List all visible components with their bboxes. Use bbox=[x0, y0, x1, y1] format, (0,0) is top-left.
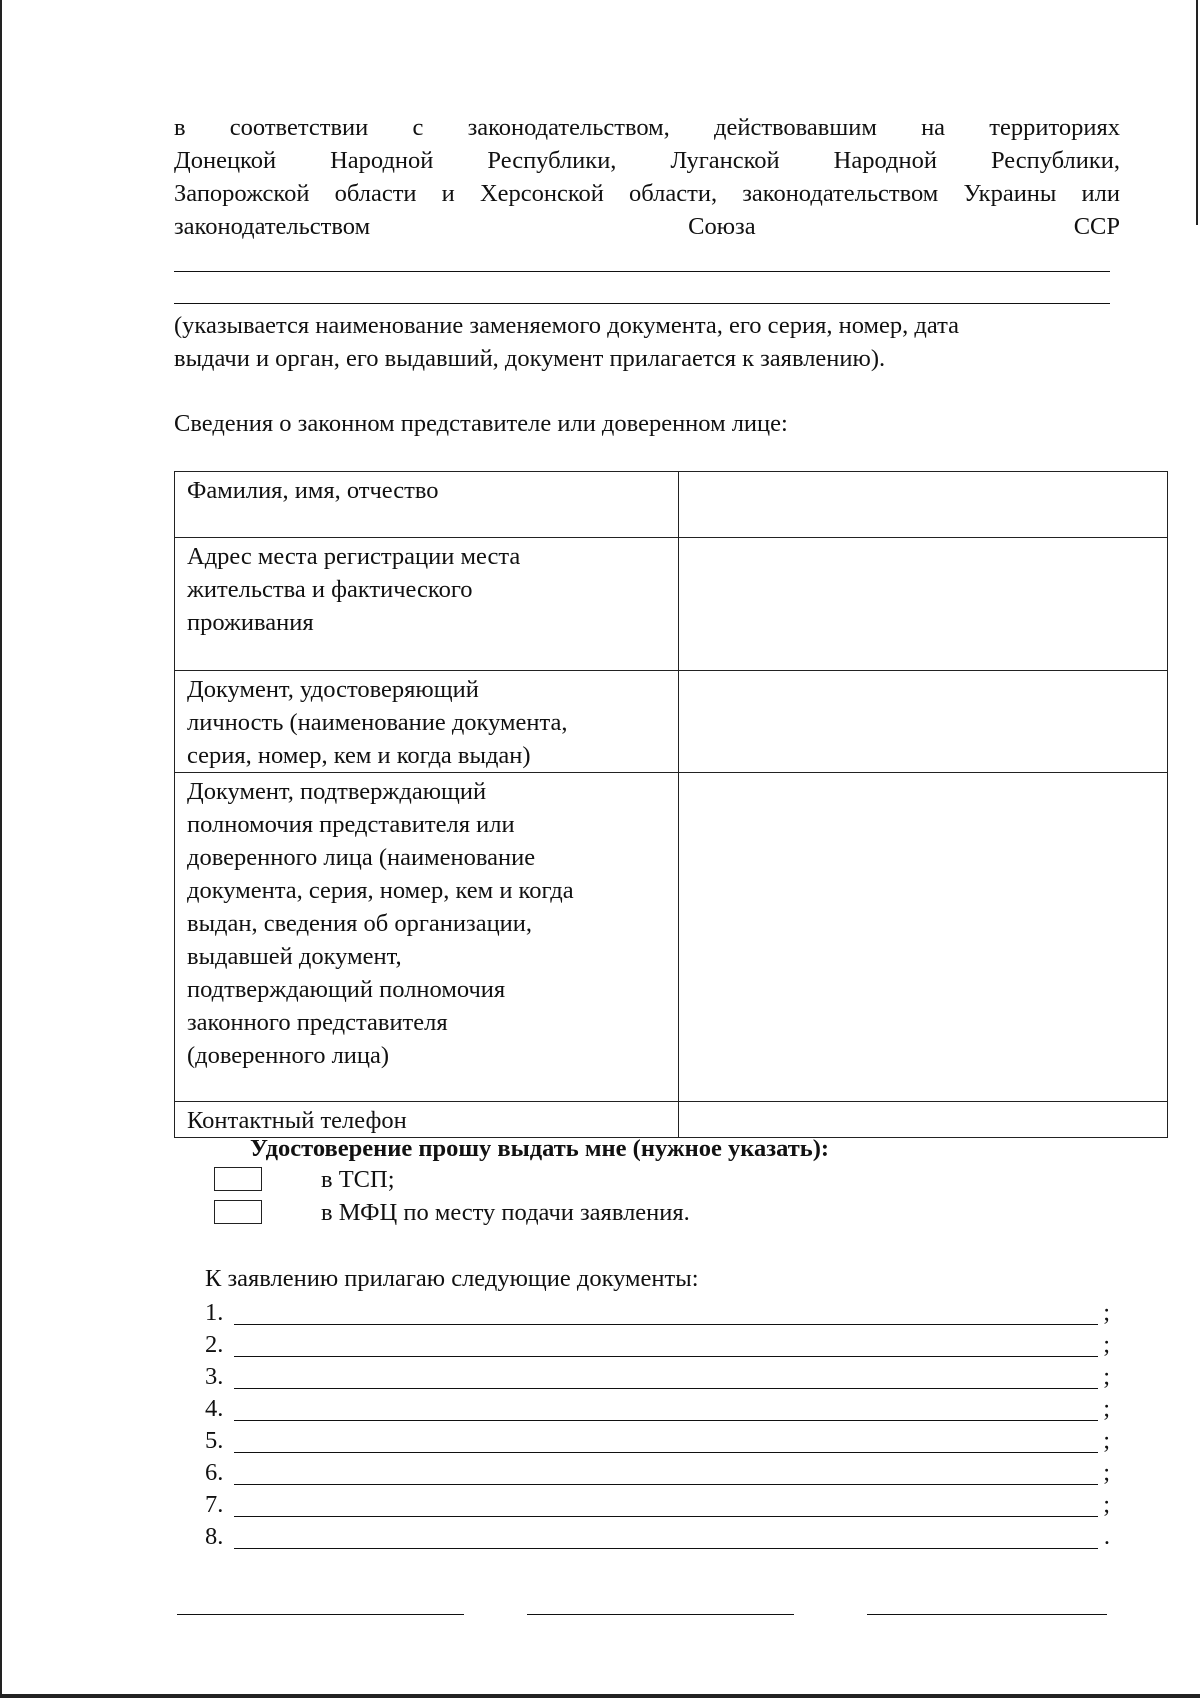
table-row bbox=[175, 472, 1168, 538]
attachment-number: 6. bbox=[205, 1459, 224, 1486]
attachment-end-mark: ; bbox=[1103, 1491, 1110, 1518]
document-note bbox=[174, 309, 1134, 375]
document-fill-line-2[interactable] bbox=[174, 303, 1110, 304]
label-line: проживания bbox=[187, 609, 314, 636]
row-value-address[interactable] bbox=[679, 538, 1168, 671]
attachment-row[interactable] bbox=[205, 1393, 1110, 1425]
attachment-fill-line[interactable] bbox=[234, 1484, 1098, 1485]
table-row bbox=[175, 538, 1168, 671]
attachment-row[interactable] bbox=[205, 1521, 1110, 1553]
attachment-fill-line[interactable] bbox=[234, 1420, 1098, 1421]
attachment-fill-line[interactable] bbox=[234, 1356, 1098, 1357]
label-line: (доверенного лица) bbox=[187, 1042, 390, 1069]
intro-paragraph bbox=[174, 111, 1120, 243]
label-line: законного представителя bbox=[187, 1009, 448, 1036]
attachment-end-mark: ; bbox=[1103, 1459, 1110, 1486]
signature-line-3[interactable] bbox=[867, 1614, 1107, 1615]
attachment-row[interactable] bbox=[205, 1425, 1110, 1457]
attachment-number: 2. bbox=[205, 1331, 224, 1358]
label-line: Документ, подтверждающий bbox=[187, 778, 487, 805]
representative-table bbox=[174, 471, 1168, 1138]
attachment-row[interactable] bbox=[205, 1329, 1110, 1361]
attachment-number: 4. bbox=[205, 1395, 224, 1422]
intro-line: в соответствии с законодательством, действовавшим на территориях bbox=[174, 114, 1120, 141]
attachment-number: 8. bbox=[205, 1523, 224, 1550]
attachment-fill-line[interactable] bbox=[234, 1324, 1098, 1325]
intro-line: Донецкой Народной Республики, Луганской Народной Республики, bbox=[174, 147, 1120, 174]
intro-line: Запорожской области и Херсонской области, законодательством Украины или bbox=[174, 180, 1120, 207]
table-row bbox=[175, 671, 1168, 773]
attachment-fill-line[interactable] bbox=[234, 1516, 1098, 1517]
label-line: выдавшей документ, bbox=[187, 943, 402, 970]
label-line: документа, серия, номер, кем и когда bbox=[187, 877, 574, 904]
label-line: Документ, удостоверяющий bbox=[187, 676, 479, 703]
attachment-fill-line[interactable] bbox=[234, 1452, 1098, 1453]
label-line: Контактный телефон bbox=[187, 1107, 407, 1134]
option-label-tsp: в ТСП; bbox=[321, 1166, 395, 1193]
label-line: Адрес места регистрации места bbox=[187, 543, 521, 570]
label-line: жительства и фактического bbox=[187, 576, 473, 603]
label-line: выдан, сведения об организации, bbox=[187, 910, 533, 937]
note-line: (указывается наименование заменяемого документа, его серия, номер, дата bbox=[174, 312, 959, 339]
issue-method-title: Удостоверение прошу выдать мне (нужное указать): bbox=[250, 1135, 830, 1162]
attachment-number: 3. bbox=[205, 1363, 224, 1390]
attachment-row[interactable] bbox=[205, 1361, 1110, 1393]
scan-edge-bottom bbox=[0, 1694, 1200, 1698]
attachment-number: 7. bbox=[205, 1491, 224, 1518]
attachment-end-mark: ; bbox=[1103, 1299, 1110, 1326]
option-label-mfc: в МФЦ по месту подачи заявления. bbox=[321, 1199, 690, 1226]
label-line: полномочия представителя или bbox=[187, 811, 515, 838]
document-fill-line-1[interactable] bbox=[174, 271, 1110, 272]
attachment-end-mark: ; bbox=[1103, 1363, 1110, 1390]
label-line: Фамилия, имя, отчество bbox=[187, 477, 439, 504]
scan-edge-right bbox=[1196, 0, 1198, 225]
label-line: серия, номер, кем и когда выдан) bbox=[187, 742, 531, 769]
table-row bbox=[175, 773, 1168, 1102]
row-label-address bbox=[175, 538, 679, 671]
row-label-authority-document bbox=[175, 773, 679, 1102]
intro-line: законодательством Союза ССР bbox=[174, 213, 1120, 240]
attachment-row[interactable] bbox=[205, 1297, 1110, 1329]
row-value-identity-document[interactable] bbox=[679, 671, 1168, 773]
attachment-fill-line[interactable] bbox=[234, 1388, 1098, 1389]
attachment-row[interactable] bbox=[205, 1489, 1110, 1521]
attachment-end-mark: ; bbox=[1103, 1427, 1110, 1454]
attachments-title: К заявлению прилагаю следующие документы: bbox=[205, 1265, 699, 1292]
signature-line-2[interactable] bbox=[527, 1614, 794, 1615]
label-line: личность (наименование документа, bbox=[187, 709, 568, 736]
checkbox-tsp[interactable] bbox=[214, 1167, 262, 1191]
attachment-end-mark: ; bbox=[1103, 1331, 1110, 1358]
row-value-authority-document[interactable] bbox=[679, 773, 1168, 1102]
attachment-end-mark: . bbox=[1103, 1523, 1110, 1550]
checkbox-mfc[interactable] bbox=[214, 1200, 262, 1224]
scan-edge-left bbox=[0, 0, 2, 1698]
attachment-number: 5. bbox=[205, 1427, 224, 1454]
label-line: доверенного лица (наименование bbox=[187, 844, 536, 871]
note-line: выдачи и орган, его выдавший, документ прилагается к заявлению). bbox=[174, 345, 886, 372]
signature-line-1[interactable] bbox=[177, 1614, 464, 1615]
row-label-full-name bbox=[175, 472, 679, 538]
attachment-fill-line[interactable] bbox=[234, 1548, 1098, 1549]
row-label-identity-document bbox=[175, 671, 679, 773]
row-value-full-name[interactable] bbox=[679, 472, 1168, 538]
attachment-end-mark: ; bbox=[1103, 1395, 1110, 1422]
label-line: подтверждающий полномочия bbox=[187, 976, 506, 1003]
representative-section-title: Сведения о законном представителе или доверенном лице: bbox=[174, 410, 788, 437]
attachment-number: 1. bbox=[205, 1299, 224, 1326]
attachment-row[interactable] bbox=[205, 1457, 1110, 1489]
